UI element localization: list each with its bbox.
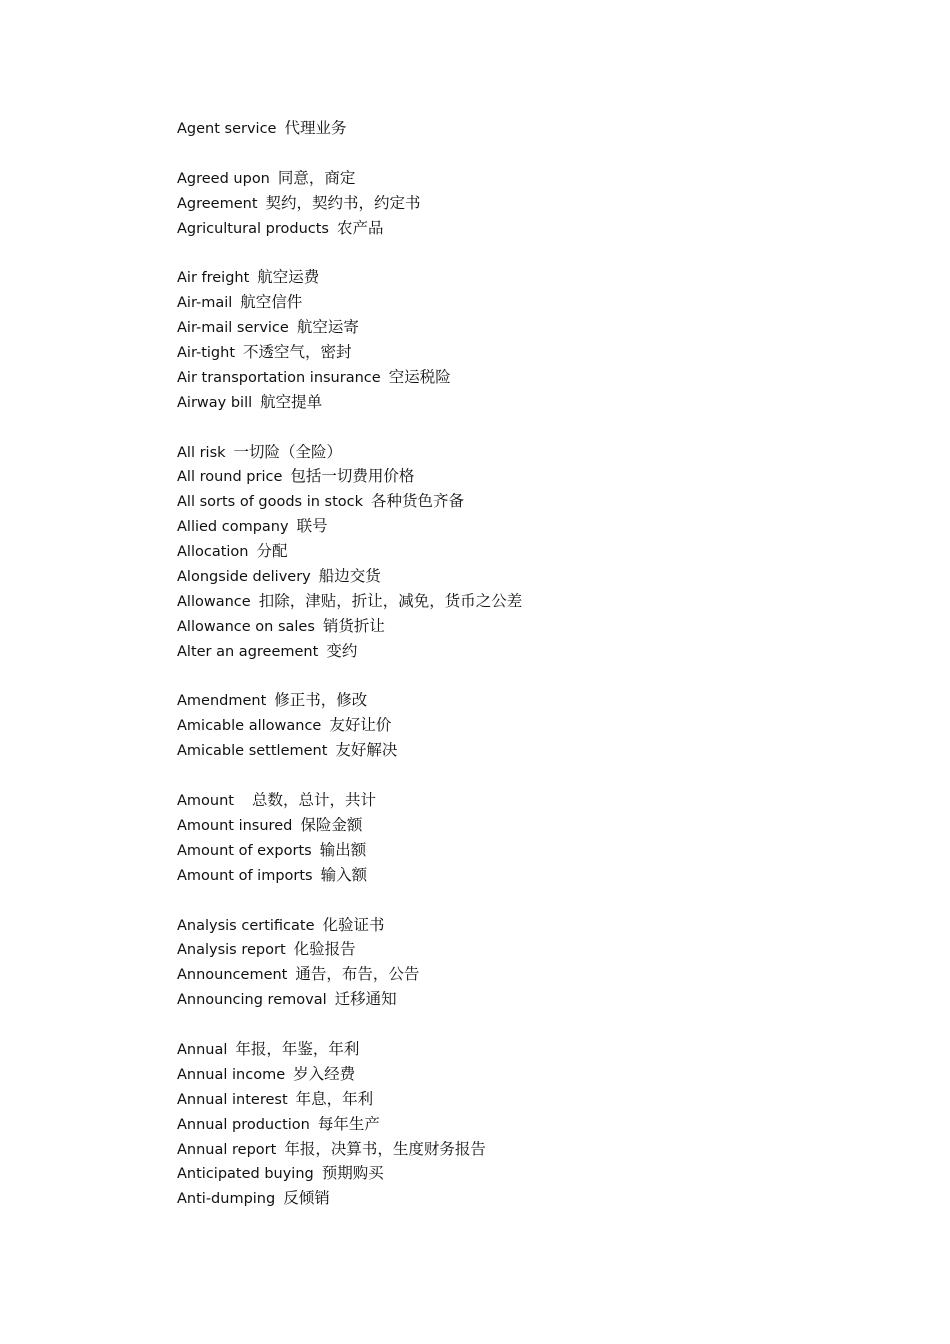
entry-term: Announcing removal xyxy=(177,992,327,1009)
entry-term: Annual income xyxy=(177,1066,286,1083)
glossary-entry xyxy=(177,216,877,241)
glossary-entry xyxy=(177,738,877,763)
glossary-entry xyxy=(177,440,877,465)
entry-term: Annual interest xyxy=(177,1091,288,1108)
entry-translation: 年报，决算书，生度财务报告 xyxy=(284,1139,486,1158)
entry-translation: 友好解决 xyxy=(335,741,398,760)
entry-translation: 航空运费 xyxy=(257,268,320,287)
entry-term: Agreement xyxy=(177,195,258,212)
entry-translation: 契约，契约书，约定书 xyxy=(265,193,421,212)
entry-term: Alter an agreement xyxy=(177,643,319,660)
glossary-entry xyxy=(177,838,877,863)
entry-term: Annual xyxy=(177,1041,228,1058)
glossary-entry xyxy=(177,514,877,539)
entry-term: Annual production xyxy=(177,1116,310,1133)
entry-translation: 扣除，津贴，折让，减免，货币之公差 xyxy=(258,591,523,610)
entry-term: Anticipated buying xyxy=(177,1166,314,1183)
entry-term: Amicable allowance xyxy=(177,718,322,735)
entry-term: Anti-dumping xyxy=(177,1191,276,1208)
entry-translation: 化验证书 xyxy=(322,915,385,934)
entry-term: Air-mail service xyxy=(177,320,289,337)
entry-term: Air-tight xyxy=(177,345,236,362)
glossary-entry xyxy=(177,614,877,639)
entry-translation: 每年生产 xyxy=(317,1114,380,1133)
glossary-group xyxy=(177,166,877,241)
entry-term: Amount of imports xyxy=(177,867,313,884)
glossary-entry xyxy=(177,1161,877,1186)
entry-translation: 农产品 xyxy=(337,218,384,237)
entry-term: Air freight xyxy=(177,270,250,287)
glossary-entry xyxy=(177,340,877,365)
entry-translation: 修正书，修改 xyxy=(274,691,368,710)
glossary-entry xyxy=(177,713,877,738)
entry-translation: 反倾销 xyxy=(283,1189,330,1208)
entry-translation: 友好让价 xyxy=(329,716,392,735)
entry-translation: 各种货色齐备 xyxy=(371,492,465,511)
glossary-group xyxy=(177,913,877,1013)
entry-translation: 航空运寄 xyxy=(296,318,359,337)
entry-translation: 通告，布告，公告 xyxy=(295,965,420,984)
entry-term: Airway bill xyxy=(177,394,253,411)
entry-term: All round price xyxy=(177,469,283,486)
entry-translation: 销货折让 xyxy=(322,616,385,635)
entry-translation: 变约 xyxy=(326,641,358,660)
entry-translation: 一切险（全险） xyxy=(233,442,343,461)
entry-term: Agreed upon xyxy=(177,170,270,187)
entry-term: Amicable settlement xyxy=(177,743,328,760)
entry-translation: 输入额 xyxy=(320,865,368,884)
entry-translation: 航空提单 xyxy=(260,392,323,411)
entry-term: Allowance on sales xyxy=(177,618,315,635)
entry-term: Analysis certificate xyxy=(177,917,315,934)
glossary-entry xyxy=(177,315,877,340)
glossary-entry xyxy=(177,191,877,216)
glossary-entry xyxy=(177,1037,877,1062)
glossary-entry xyxy=(177,788,877,813)
glossary-entry xyxy=(177,1062,877,1087)
entry-translation: 联号 xyxy=(296,517,328,536)
entry-term: Amount xyxy=(177,793,234,810)
glossary-entry xyxy=(177,1112,877,1137)
entry-translation: 包括一切费用价格 xyxy=(290,467,415,486)
entry-translation: 预期购买 xyxy=(321,1164,384,1183)
entry-translation: 分配 xyxy=(256,542,288,561)
glossary-entry xyxy=(177,290,877,315)
glossary-entry xyxy=(177,1137,877,1162)
entry-translation: 同意，商定 xyxy=(277,168,356,187)
glossary-entry xyxy=(177,813,877,838)
glossary-entry xyxy=(177,937,877,962)
glossary-entry xyxy=(177,365,877,390)
glossary-entry xyxy=(177,1087,877,1112)
glossary-entry xyxy=(177,1186,877,1211)
entry-term: All risk xyxy=(177,444,226,461)
entry-translation: 航空信件 xyxy=(240,293,303,312)
glossary-entry xyxy=(177,116,877,141)
glossary-entry xyxy=(177,464,877,489)
entry-translation: 岁入经费 xyxy=(293,1064,356,1083)
glossary-list xyxy=(177,116,877,1236)
glossary-entry xyxy=(177,688,877,713)
glossary-group xyxy=(177,688,877,763)
glossary-entry xyxy=(177,987,877,1012)
entry-translation: 年报，年鉴，年利 xyxy=(235,1039,360,1058)
entry-term: Agent service xyxy=(177,121,277,137)
glossary-group xyxy=(177,440,877,664)
glossary-group xyxy=(177,788,877,888)
glossary-entry xyxy=(177,539,877,564)
entry-translation: 空运税险 xyxy=(388,367,451,386)
entry-translation: 保险金额 xyxy=(300,815,363,834)
entry-term: Allocation xyxy=(177,544,249,561)
glossary-group xyxy=(177,1037,877,1211)
entry-term: Allied company xyxy=(177,519,289,536)
entry-term: Agricultural products xyxy=(177,220,329,237)
glossary-entry xyxy=(177,564,877,589)
glossary-entry xyxy=(177,639,877,664)
entry-term: All sorts of goods in stock xyxy=(177,494,364,511)
glossary-group xyxy=(177,265,877,414)
entry-term: Amendment xyxy=(177,693,267,710)
entry-translation: 不透空气，密封 xyxy=(243,343,352,362)
entry-term: Amount insured xyxy=(177,817,293,834)
entry-term: Announcement xyxy=(177,967,288,984)
entry-term: Air transportation insurance xyxy=(177,369,381,386)
entry-term: Analysis report xyxy=(177,942,286,959)
entry-term: Air-mail xyxy=(177,295,233,312)
glossary-entry xyxy=(177,166,877,191)
entry-translation: 化验报告 xyxy=(293,940,356,959)
glossary-entry xyxy=(177,863,877,888)
glossary-entry xyxy=(177,962,877,987)
entry-translation: 代理业务 xyxy=(284,119,347,137)
entry-translation: 输出额 xyxy=(319,840,367,859)
entry-term: Allowance xyxy=(177,593,251,610)
glossary-entry xyxy=(177,265,877,290)
glossary-group xyxy=(177,116,877,141)
glossary-entry xyxy=(177,489,877,514)
entry-translation: 年息，年利 xyxy=(295,1089,374,1108)
entry-translation: 总数，总计，共计 xyxy=(251,791,376,810)
glossary-entry xyxy=(177,913,877,938)
entry-translation: 船边交货 xyxy=(318,567,381,586)
entry-term: Alongside delivery xyxy=(177,569,311,586)
glossary-entry xyxy=(177,390,877,415)
entry-translation: 迁移通知 xyxy=(334,990,397,1009)
entry-term: Amount of exports xyxy=(177,842,312,859)
entry-term: Annual report xyxy=(177,1141,277,1158)
glossary-entry xyxy=(177,589,877,614)
